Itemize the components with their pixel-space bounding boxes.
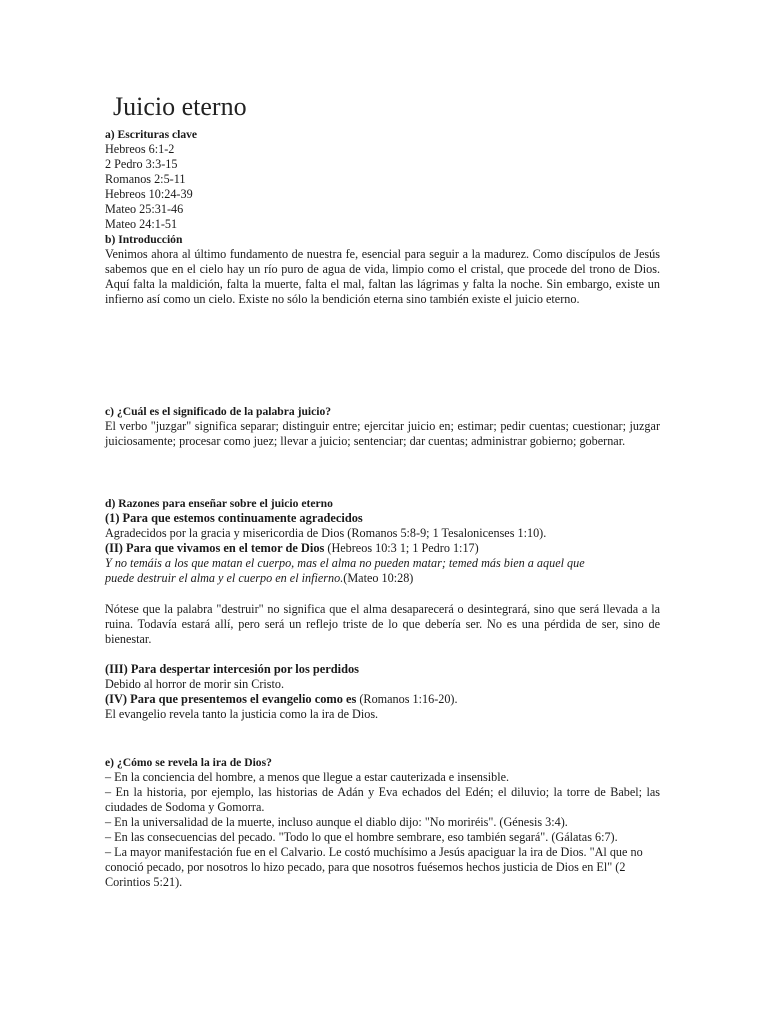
section-meaning <box>105 404 660 449</box>
scripture-ref: Hebreos 10:24-39 <box>105 187 193 201</box>
section-c-heading: c) ¿Cuál es el significado de la palabra juicio? <box>105 405 332 418</box>
reasons-continued <box>105 662 660 722</box>
meaning-paragraph: El verbo "juzgar" significa separar; distinguir entre; ejercitar juicio en; estimar; pedir cuentas; cuestionar; juzgar juiciosamente; procesar como juez; llevar a juicio; sentenciar; dar cuentas; administrar gobierno; gobernar. <box>105 419 660 448</box>
section-d-heading: d) Razones para enseñar sobre el juicio eterno <box>105 497 333 510</box>
quote-line-2-wrap <box>105 571 660 586</box>
section-reasons <box>105 496 660 586</box>
wrath-list-item: – La mayor manifestación fue en el Calvario. Le costó muchísimo a Jesús apaciguar la ira de Dios. "Al que no conoció pecado, por nosotros lo hizo pecado, para que nosotros fuésemos hechos justicia de Dios en El" (2 Corintios 5:21). <box>105 845 643 889</box>
quote-line-2: puede destruir el alma y el cuerpo en el infierno. <box>105 571 344 585</box>
reason-4-reference: (Romanos 1:16-20). <box>356 692 458 706</box>
wrath-list-item: – En la historia, por ejemplo, las historias de Adán y Eva echados del Edén; el diluvio; la torre de Babel; las ciudades de Sodoma y Gomorra. <box>105 785 660 814</box>
reason-4-line <box>105 692 660 707</box>
wrath-list-item: – En la conciencia del hombre, a menos que llegue a estar cauterizada e insensible. <box>105 770 510 784</box>
section-introduction <box>105 232 660 307</box>
reason-4-heading: (IV) Para que presentemos el evangelio como es <box>105 692 357 706</box>
section-a-heading: a) Escrituras clave <box>105 128 198 141</box>
reason-1-heading: (1) Para que estemos continuamente agradecidos <box>105 511 363 525</box>
scripture-ref: Mateo 24:1-51 <box>105 217 178 231</box>
reason-3-text: Debido al horror de morir sin Cristo. <box>105 677 285 691</box>
section-b-heading: b) Introducción <box>105 233 183 246</box>
scripture-ref: Romanos 2:5-11 <box>105 172 186 186</box>
reason-2-heading: (II) Para que vivamos en el temor de Dios <box>105 541 325 555</box>
reason-1-text: Agradecidos por la gracia y misericordia de Dios (Romanos 5:8-9; 1 Tesalonicenses 1:10). <box>105 526 547 540</box>
section-e-heading: e) ¿Cómo se revela la ira de Dios? <box>105 756 272 769</box>
scripture-ref: 2 Pedro 3:3-15 <box>105 157 178 171</box>
document-title: Juicio eterno <box>113 92 247 121</box>
reason-4-text: El evangelio revela tanto la justicia como la ira de Dios. <box>105 707 379 721</box>
reason-2-reference: (Hebreos 10:3 1; 1 Pedro 1:17) <box>324 541 479 555</box>
reason-2-line <box>105 541 660 556</box>
scripture-ref: Mateo 25:31-46 <box>105 202 184 216</box>
wrath-list-item: – En las consecuencias del pecado. "Todo lo que el hombre sembrare, eso también segará". (Gálatas 6:7). <box>105 830 618 844</box>
destroy-note <box>105 602 660 647</box>
quote-line-1: Y no temáis a los que matan el cuerpo, mas el alma no pueden matar; temed más bien a aquel que <box>105 556 585 570</box>
introduction-paragraph: Venimos ahora al último fundamento de nuestra fe, esencial para seguir a la madurez. Como discípulos de Jesús sabemos que en el cielo hay un río puro de agua de vida, limpio como el cristal, que procede del trono de Dios. Aquí falta la maldición, falta la muerte, falta el mal, faltan las lágrimas y falta la noche. Sin embargo, existe un infierno así como un cielo. Existe no sólo la bendición eterna sino también existe el juicio eterno. <box>105 247 660 306</box>
scripture-ref: Hebreos 6:1-2 <box>105 142 175 156</box>
section-scriptures <box>105 127 660 232</box>
destroy-note-paragraph: Nótese que la palabra "destruir" no significa que el alma desaparecerá o desintegrará, sino que será llevada a la ruina. Todavía estará allí, pero será un reflejo triste de lo que debería ser. No es una pérdida de ser, sino de bienestar. <box>105 602 660 646</box>
wrath-list-item: – En la universalidad de la muerte, incluso aunque el diablo dijo: "No moriréis". (Génesis 3:4). <box>105 815 568 829</box>
quote-reference: (Mateo 10:28) <box>343 571 414 585</box>
section-wrath <box>105 755 660 890</box>
reason-3-heading: (III) Para despertar intercesión por los perdidos <box>105 662 360 676</box>
